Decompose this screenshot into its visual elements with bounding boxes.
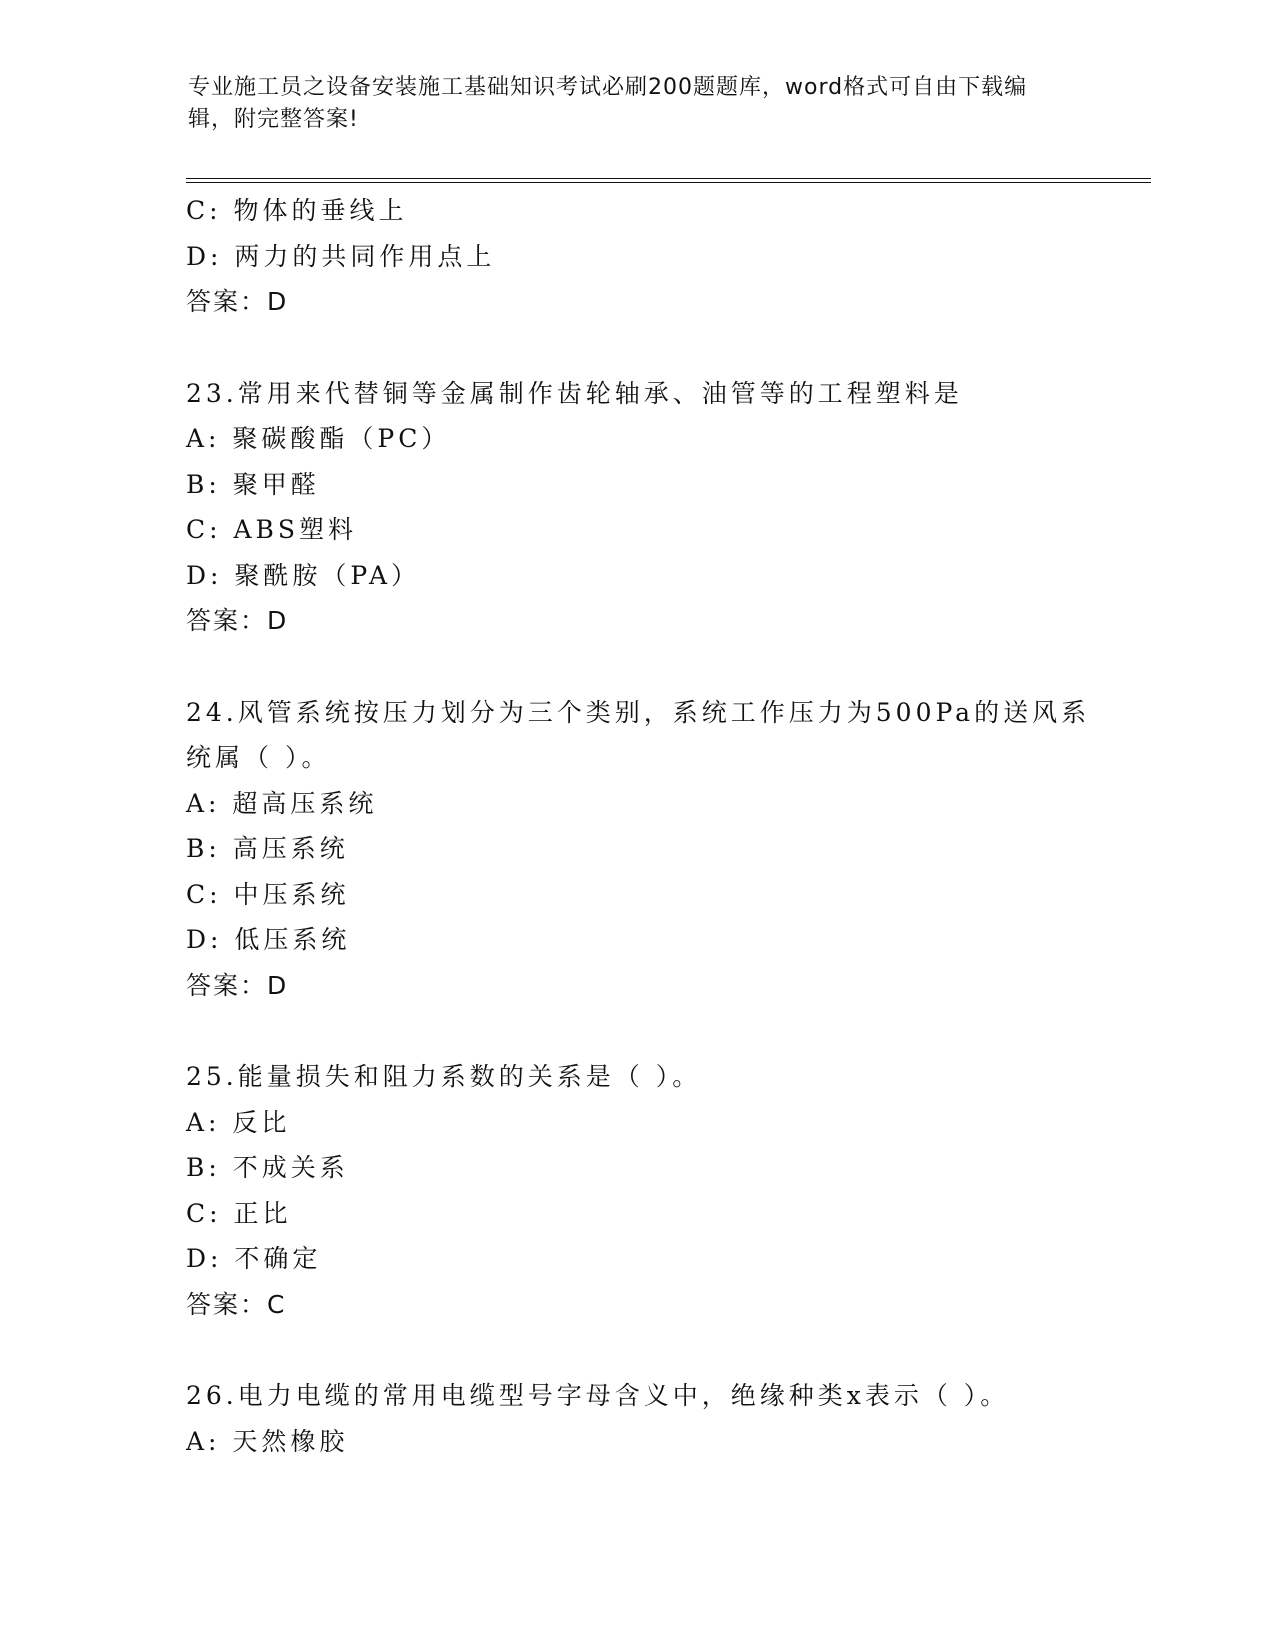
question-25 xyxy=(186,1054,1086,1327)
option-c: C: 物体的垂线上 xyxy=(186,196,408,225)
answer-line: 答案：D xyxy=(186,287,289,316)
option-c: C: 中压系统 xyxy=(186,879,350,909)
page-header: 专业施工员之设备安装施工基础知识考试必刷200题题库，word格式可自由下载编辑，附完整答案! xyxy=(188,75,1028,132)
question-26 xyxy=(186,1373,1086,1464)
answer-line: 答案：D xyxy=(186,606,289,635)
option-b: B: 聚甲醛 xyxy=(186,469,320,499)
option-b: B: 高压系统 xyxy=(186,834,349,863)
option-d: D: 低压系统 xyxy=(186,925,351,954)
question-text: 24.风管系统按压力划分为三个类别，系统工作压力为500Pa的送风系 xyxy=(186,697,1091,727)
option-c: C: 正比 xyxy=(186,1198,292,1228)
option-a: A: 反比 xyxy=(186,1107,291,1137)
option-a: A: 天然橡胶 xyxy=(186,1426,349,1456)
option-d: D: 两力的共同作用点上 xyxy=(186,241,496,271)
question-text: 26.电力电缆的常用电缆型号字母含义中，绝缘种类x表示（ ）。 xyxy=(186,1381,1010,1410)
question-24 xyxy=(186,690,1091,1009)
option-a: A: 聚碳酸酯（PC） xyxy=(186,424,451,453)
question-text-continued: 统属（ ）。 xyxy=(186,743,331,772)
option-c: C: ABS塑料 xyxy=(186,515,358,544)
header-divider xyxy=(186,178,1151,183)
question-text: 25.能量损失和阻力系数的关系是（ ）。 xyxy=(186,1062,702,1091)
answer-line: 答案：D xyxy=(186,970,289,1000)
option-b: B: 不成关系 xyxy=(186,1153,349,1182)
question-23 xyxy=(186,371,1086,644)
document-body xyxy=(186,188,1091,1464)
option-a: A: 超高压系统 xyxy=(186,788,378,818)
answer-line: 答案：C xyxy=(186,1289,287,1319)
option-d: D: 不确定 xyxy=(186,1244,322,1273)
option-d: D: 聚酰胺（PA） xyxy=(186,560,420,590)
question-text: 23.常用来代替铜等金属制作齿轮轴承、油管等的工程塑料是 xyxy=(186,378,963,408)
